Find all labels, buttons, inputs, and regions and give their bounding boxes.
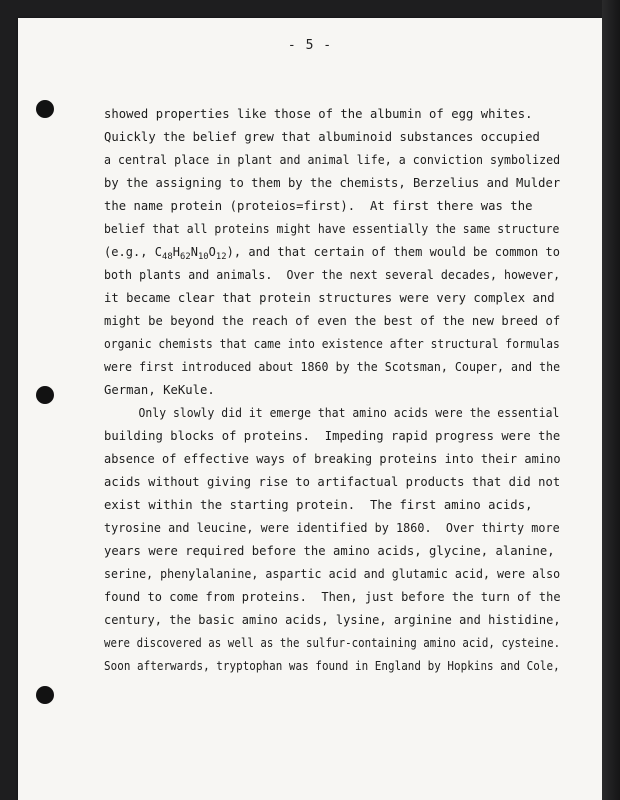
text-line: tyrosine and leucine, were identified by 1860. Over thirty more	[104, 521, 560, 535]
text-line: it became clear that protein structures were very complex and	[104, 291, 555, 305]
text-line: a central place in plant and animal life, a conviction symbolized	[104, 153, 561, 167]
punch-hole-middle	[36, 386, 54, 404]
text-line: by the assigning to them by the chemists, Berzelius and Mulder	[104, 176, 561, 190]
text-line: serine, phenylalanine, aspartic acid and glutamic acid, were also	[104, 567, 561, 581]
text-line: Soon afterwards, tryptophan was found in England by Hopkins and Cole,	[104, 659, 560, 673]
text-line: building blocks of proteins. Impeding rapid progress were the	[104, 429, 561, 443]
text-line: organic chemists that came into existence after structural formulas	[104, 337, 560, 351]
text-line: Only slowly did it emerge that amino acids were the essential	[104, 406, 560, 420]
text-line: years were required before the amino acids, glycine, alanine,	[104, 544, 555, 558]
text-line: the name protein (proteios=first). At first there was the	[104, 199, 533, 213]
text-line: were discovered as well as the sulfur-containing amino acid, cysteine.	[104, 636, 561, 650]
page-number: - 5 -	[287, 38, 333, 53]
text-line: showed properties like those of the albumin of egg whites.	[104, 107, 533, 121]
text-line: German, KeKule.	[104, 383, 215, 397]
text-line: might be beyond the reach of even the best of the new breed of	[104, 314, 561, 328]
text-line: belief that all proteins might have essentially the same structure	[104, 222, 560, 236]
text-line: acids without giving rise to artifactual products that did not	[104, 475, 561, 489]
text-line: absence of effective ways of breaking proteins into their amino	[104, 452, 561, 466]
formula-line: (e.g., $C_{48}H_{62}N_{10}O_{12}$), and that certain of them would be common to	[104, 245, 561, 262]
scan-edge	[602, 0, 620, 800]
text-line: century, the basic amino acids, lysine, arginine and histidine,	[104, 613, 561, 627]
punch-hole-bottom	[36, 686, 54, 704]
text-line: Quickly the belief grew that albuminoid substances occupied	[104, 130, 540, 144]
text-line: exist within the starting protein. The first amino acids,	[104, 498, 533, 512]
text-line: both plants and animals. Over the next several decades, however,	[104, 268, 561, 282]
text-line: were first introduced about 1860 by the Scotsman, Couper, and the	[104, 360, 561, 374]
punch-hole-top	[36, 100, 54, 118]
text-line: found to come from proteins. Then, just before the turn of the	[104, 590, 561, 604]
